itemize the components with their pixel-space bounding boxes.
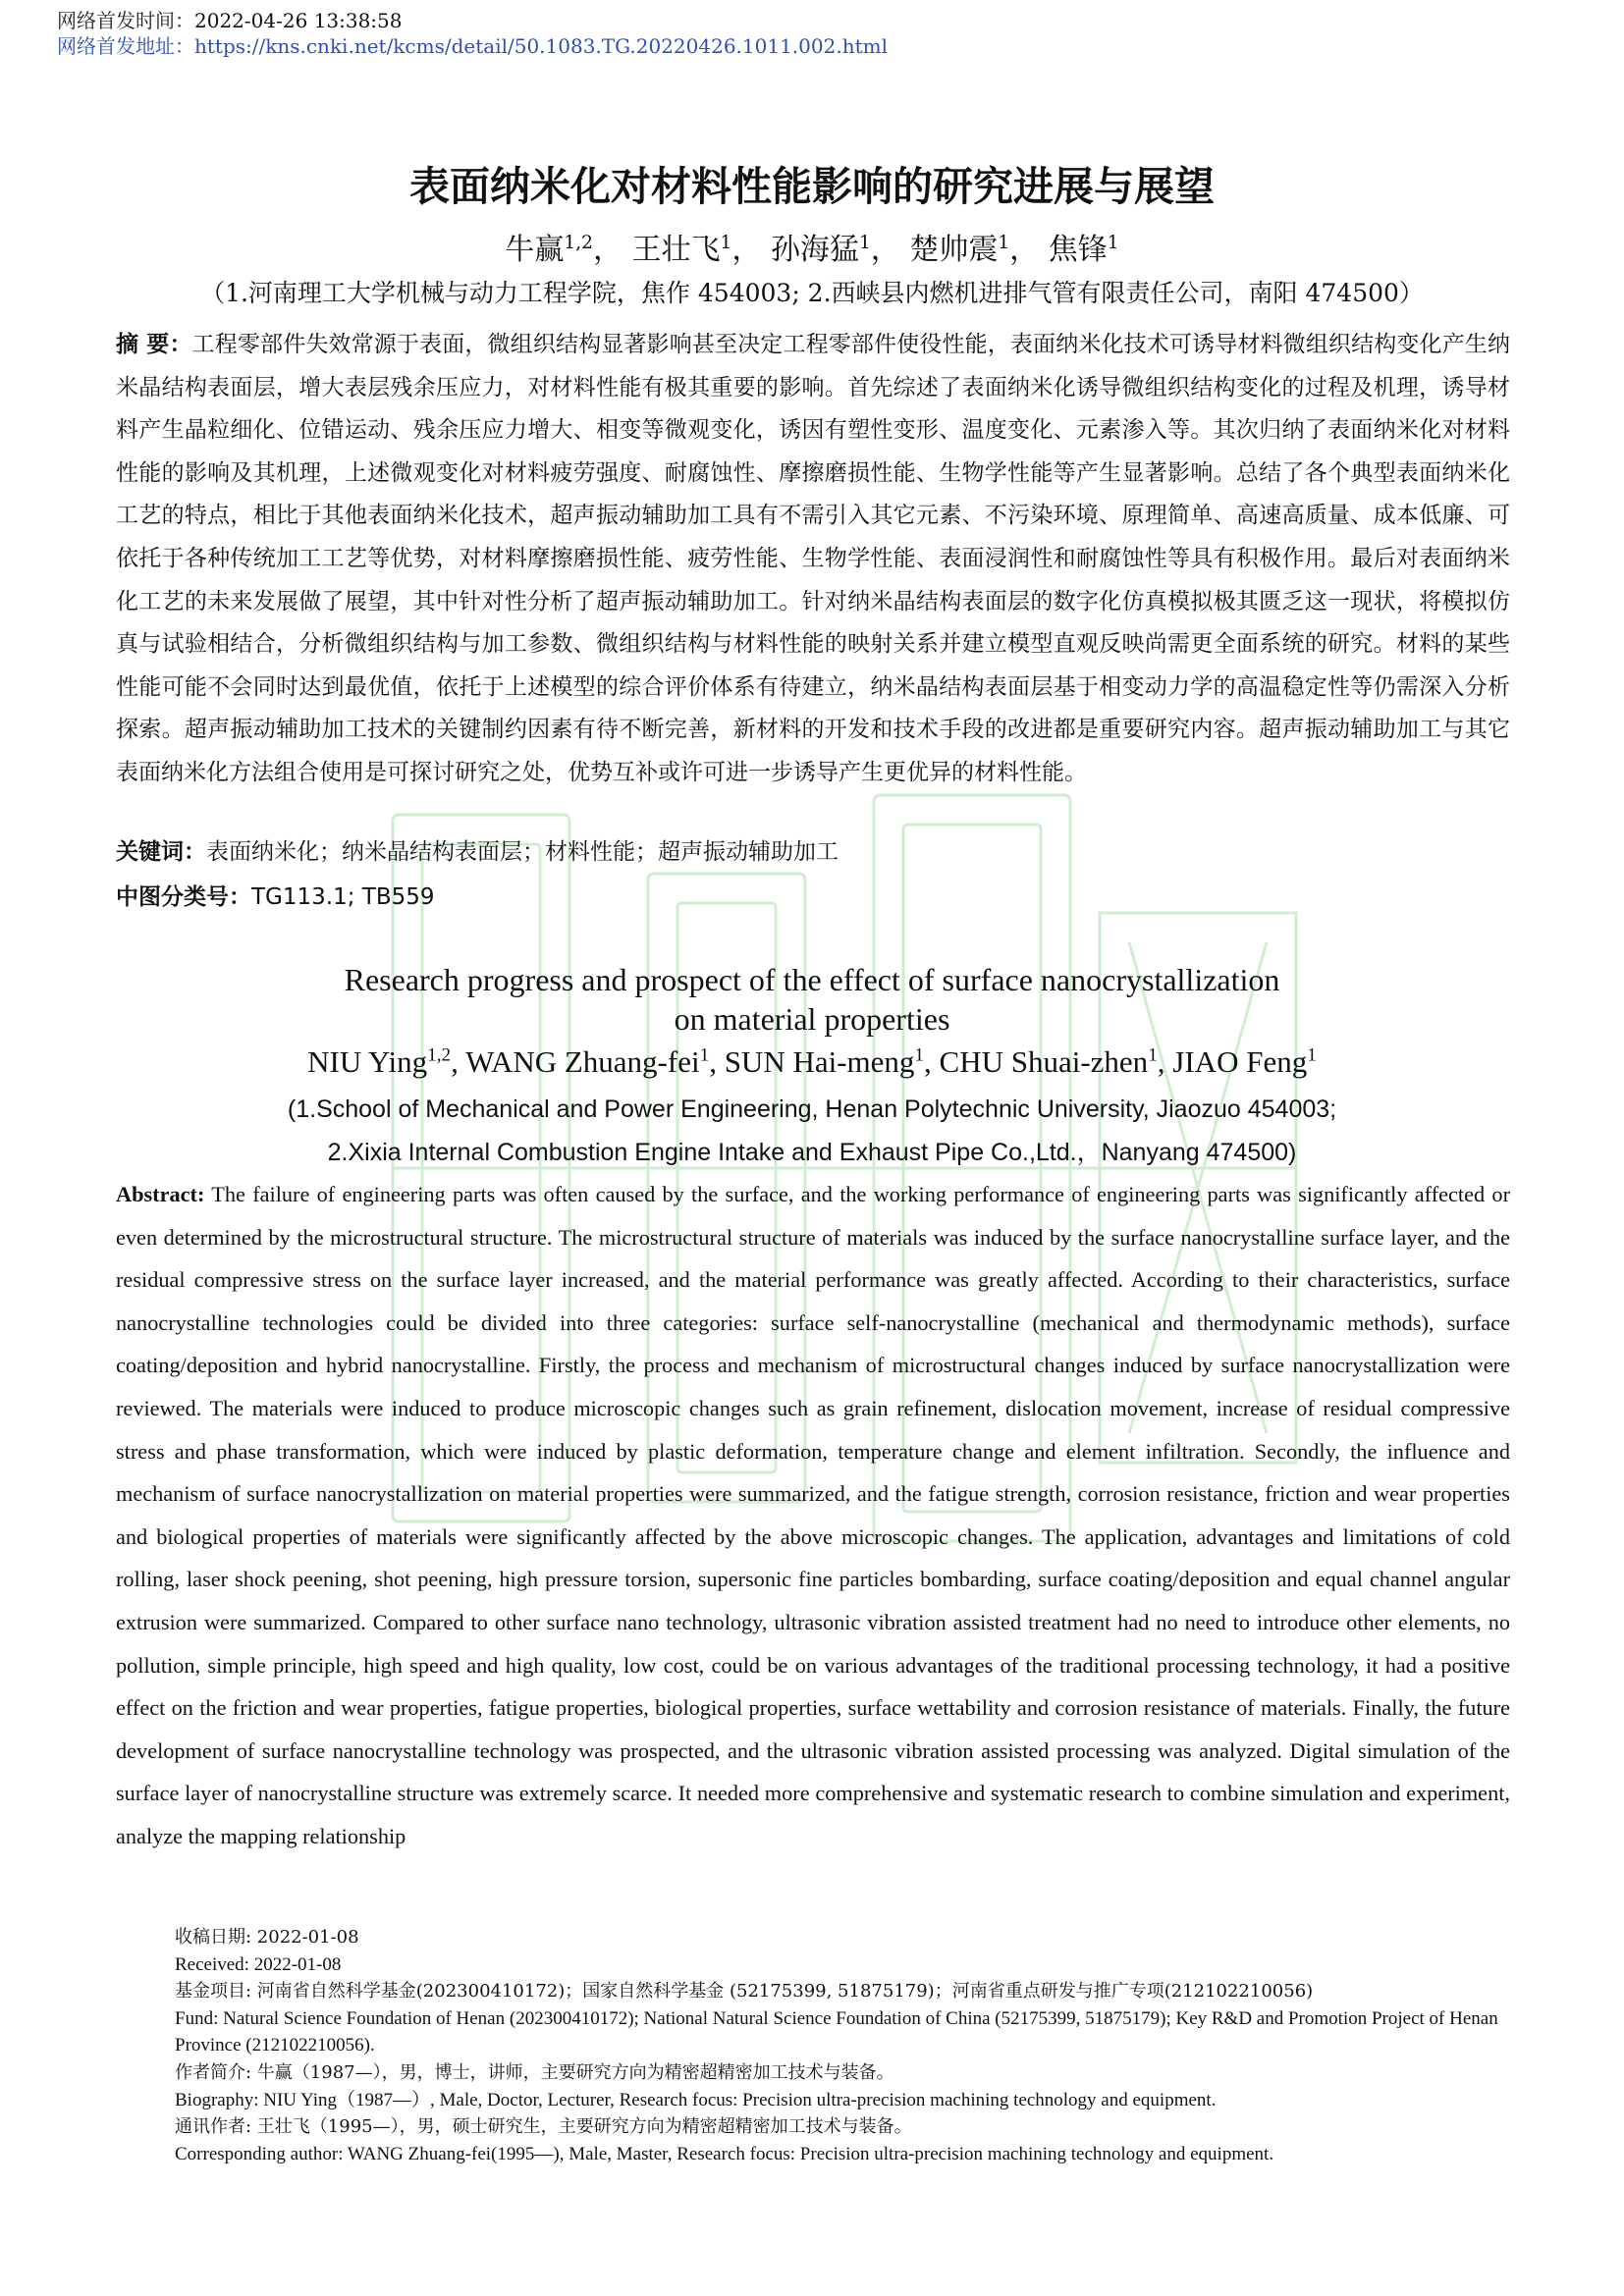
english-affiliation-line: 2.Xixia Internal Combustion Engine Intake and Exhaust Pipe Co.,Ltd.，Nanyang 474500): [327, 1139, 1297, 1166]
author-name: CHU Shuai-zhen: [939, 1044, 1149, 1079]
english-abstract-text: The failure of engineering parts was often caused by the surface, and the working performance of engineering parts was significantly affected or even determined by the microstructural structure. The microstructural structure of materials was induced by the surface nanocrystalline surface layer, and the residual compressive stress on the surface layer increased, and the material performance was greatly affected. According to their characteristics, surface nanocrystalline technologies could be divided into three categories: surface self-nanocrystalline (mechanical and thermodynamic methods), surface coating/deposition and hybrid nanocrystalline. Firstly, the process and mechanism of microstructural changes induced by surface nanocrystallization were reviewed. The materials were induced to produce microscopic changes such as grain refinement, dislocation movement, increase of residual compressive stress and phase transformation, which were induced by plastic deformation, temperature change and element infiltration. Secondly, the influence and mechanism of surface nanocrystallization on material properties were summarized, and the fatigue strength, corrosion resistance, friction and wear properties and biological properties of materials were significantly affected by the above microscopic changes. The application, advantages and limitations of cold rolling, laser shock peening, shot peening, high pressure torsion, supersonic fine particles bombarding, surface coating/deposition and equal channel angular extrusion were summarized. Compared to other surface nano technology, ultrasonic vibration assisted treatment had no need to introduce other elements, no pollution, simple principle, high speed and high quality, low cost, could be on various advantages of the traditional processing technology, it had a positive effect on the friction and wear properties, fatigue properties, biological properties, surface wettability and corrosion resistance of materials. Finally, the future development of surface nanocrystalline technology was prospected, and the ultrasonic vibration assisted processing was analyzed. Digital simulation of the surface layer of nanocrystalline structure was extremely scarce. It needed more comprehensive and systematic research to combine simulation and experiment, analyze the mapping relationship: [116, 1182, 1510, 1848]
chinese-keywords-text: 表面纳米化；纳米晶结构表面层；材料性能；超声振动辅助加工: [206, 839, 839, 865]
author-name: 孙海猛: [770, 233, 859, 267]
author-name: WANG Zhuang-fei: [465, 1044, 700, 1079]
corresponding-author-en: Corresponding author: WANG Zhuang-fei(1995—), Male, Master, Research focus: Precision ultra-precision machining technology and equipment.: [175, 2143, 1274, 2164]
english-title: [0, 960, 1624, 1039]
publication-time: 2022-04-26 13:38:58: [194, 9, 403, 32]
author-affiliation-mark: 1: [998, 233, 1010, 253]
author-affiliation-mark: 1,2: [427, 1044, 452, 1066]
online-publication-meta: [57, 8, 888, 59]
corresponding-author-cn: 通讯作者: 王壮飞（1995—），男，硕士研究生，主要研究方向为精密超精密加工技术与装备。: [175, 2116, 912, 2138]
author-name: 王壮飞: [631, 233, 721, 267]
chinese-keywords-label: 关键词：: [116, 839, 206, 865]
chinese-abstract-text: 工程零部件失效常源于表面，微组织结构显著影响甚至决定工程零部件使役性能，表面纳米化技术可诱导材料微组织结构变化产生纳米晶结构表面层，增大表层残余压应力，对材料性能有极其重要的影响。首先综述了表面纳米化诱导微组织结构变化的过程及机理，诱导材料产生晶粒细化、位错运动、残余压应力增大、相变等微观变化，诱因有塑性变形、温度变化、元素渗入等。其次归纳了表面纳米化对材料性能的影响及其机理，上述微观变化对材料疲劳强度、耐腐蚀性、摩擦磨损性能、生物学性能等产生显著影响。总结了各个典型表面纳米化工艺的特点，相比于其他表面纳米化技术，超声振动辅助加工具有不需引入其它元素、不污染环境、原理简单、高速高质量、成本低廉、可依托于各种传统加工工艺等优势，对材料摩擦磨损性能、疲劳性能、生物学性能、表面浸润性和耐腐蚀性等具有积极作用。最后对表面纳米化工艺的未来发展做了展望，其中针对性分析了超声振动辅助加工。针对纳米晶结构表面层的数字化仿真模拟极其匮乏这一现状，将模拟仿真与试验相结合，分析微组织结构与加工参数、微组织结构与材料性能的映射关系并建立模型直观反映尚需更全面系统的研究。材料的某些性能可能不会同时达到最优值，依托于上述模型的综合评价体系有待建立，纳米晶结构表面层基于相变动力学的高温稳定性等仍需深入分析探索。超声振动辅助加工技术的关键制约因素有待不断完善，新材料的开发和技术手段的改进都是重要研究内容。超声振动辅助加工与其它表面纳米化方法组合使用是可探讨研究之处，优势互补或许可进一步诱导产生更优异的材料性能。: [116, 332, 1511, 785]
author-affiliation-mark: 1: [1107, 233, 1119, 253]
author-name: 楚帅震: [909, 233, 999, 267]
author-affiliation-mark: 1: [914, 1044, 925, 1066]
received-date-en: Received: 2022-01-08: [175, 1953, 342, 1975]
author-affiliation-mark: 1: [1307, 1044, 1317, 1066]
article-footnotes: [175, 1924, 1530, 2167]
classification-label: 中图分类号：: [116, 884, 251, 910]
publication-url-link[interactable]: https://kns.cnki.net/kcms/detail/50.1083.TG.20220426.1011.002.html: [194, 34, 888, 58]
fund-info-cn: 基金项目: 河南省自然科学基金(202300410172)；国家自然科学基金 (52175399, 51875179)；河南省重点研发与推广专项(212102210056): [175, 1981, 1314, 2002]
author-bio-en: Biography: NIU Ying（1987—）, Male, Doctor, Lecturer, Research focus: Precision ultra-precision machining technology and equipment.: [175, 2089, 1217, 2110]
chinese-classification: [116, 880, 1510, 915]
author-name: 焦锋: [1048, 233, 1108, 267]
english-title-line: on material properties: [674, 1001, 950, 1037]
publication-time-label: 网络首发时间：: [57, 9, 194, 32]
chinese-abstract-label: 摘 要：: [116, 332, 192, 357]
author-name: SUN Hai-meng: [724, 1044, 915, 1079]
author-name: NIU Ying: [307, 1044, 428, 1079]
chinese-abstract: [116, 324, 1510, 795]
author-name: JIAO Feng: [1172, 1044, 1308, 1079]
fund-info-en: Fund: Natural Science Foundation of Henan (202300410172); National Natural Science Foundation of China (52175399, 51875179); Key R&D and Promotion Project of Henan Province (212102210056).: [175, 2007, 1498, 2056]
english-title-line: Research progress and prospect of the effect of surface nanocrystallization: [344, 962, 1280, 997]
author-affiliation-mark: 1: [1148, 1044, 1158, 1066]
english-author-list: NIU Ying$^{1,2}$, WANG Zhuang-fei$^1$, SUN Hai-meng$^1$, CHU Shuai-zhen$^1$, JIAO Feng$^1$: [307, 1044, 1317, 1079]
author-affiliation-mark: 1,2: [564, 233, 593, 253]
author-bio-cn: 作者简介: 牛赢（1987—），男，博士，讲师，主要研究方向为精密超精密加工技术与装备。: [175, 2061, 894, 2083]
received-date-cn: 收稿日期: 2022-01-08: [175, 1927, 359, 1948]
english-abstract-label: Abstract:: [116, 1182, 205, 1206]
publication-time-line: [57, 8, 888, 33]
author-affiliation-mark: 1: [858, 233, 871, 253]
english-affiliation-line: (1.School of Mechanical and Power Engineering, Henan Polytechnic University, Jiaozuo 454003;: [287, 1095, 1337, 1123]
publication-url-label: 网络首发地址：: [57, 34, 194, 58]
author-affiliation-mark: 1: [720, 233, 732, 253]
classification-number: TG113.1; TB559: [251, 884, 435, 910]
author-name: 牛赢: [505, 233, 565, 267]
english-affiliation: [0, 1088, 1624, 1174]
english-abstract: [116, 1173, 1510, 1858]
chinese-author-list: 牛赢$^{1,2}$， 王壮飞$^1$， 孙海猛$^1$， 楚帅震$^1$， 焦锋$^1$: [505, 233, 1119, 267]
chinese-keywords: [116, 834, 1510, 870]
chinese-title: 表面纳米化对材料性能影响的研究进展与展望: [409, 163, 1215, 210]
author-affiliation-mark: 1: [699, 1044, 710, 1066]
publication-url-line: [57, 33, 888, 59]
chinese-affiliation: （1.河南理工大学机械与动力工程学院，焦作 454003; 2.西峡县内燃机进排气管有限责任公司，南阳 474500）: [200, 279, 1424, 307]
